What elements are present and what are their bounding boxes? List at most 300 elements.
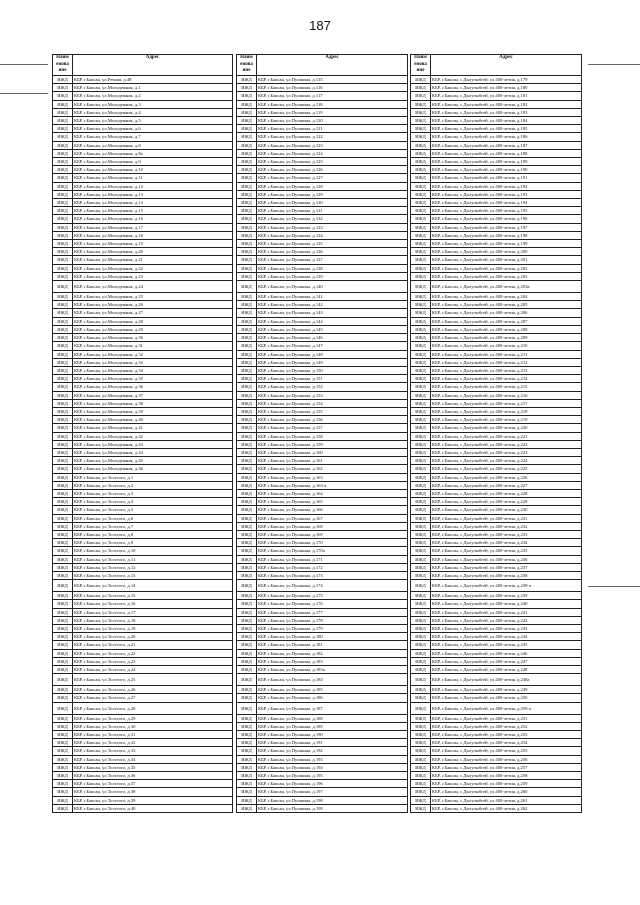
address-cell: КБР, г.Баксан, ул.Толстого, д.24 — [73, 666, 233, 674]
address-cell: КБР, г.Баксан, с.Дыгулыбгей, ул.400-летия, д.187 — [431, 141, 582, 149]
address-cell: КБР, г.Баксан, ул.Пушкина, д.156 — [257, 416, 408, 424]
building-type-cell: ИЖД — [237, 788, 257, 796]
address-cell: КБР, г.Баксан, ул.Пушкина, д.150 — [257, 366, 408, 374]
building-type-cell: ИЖД — [53, 231, 73, 239]
building-type-cell: ИЖД — [411, 215, 431, 223]
table-row — [411, 207, 582, 215]
table-row — [237, 625, 408, 633]
building-type-cell: ИЖД — [411, 547, 431, 555]
building-type-cell: ИЖД — [411, 657, 431, 665]
building-type-cell: ИЖД — [411, 76, 431, 84]
table-row — [411, 149, 582, 157]
building-type-cell: ИЖД — [411, 530, 431, 538]
table-row — [411, 739, 582, 747]
table-row — [411, 481, 582, 489]
table-row — [53, 432, 233, 440]
building-type-cell: ИЖД — [411, 272, 431, 280]
table-row — [53, 100, 233, 108]
building-type-cell: ИЖД — [411, 457, 431, 465]
table-row — [53, 530, 233, 538]
building-type-cell: ИЖД — [53, 240, 73, 248]
building-type-cell: ИЖД — [411, 358, 431, 366]
building-type-cell: ИЖД — [53, 780, 73, 788]
address-cell: КБР, г.Баксан, ул.Пушкина, д.145 — [257, 325, 408, 333]
address-cell: КБР, г.Баксан, с.Дыгулыбгей, ул.400-летия, д.253 — [431, 731, 582, 739]
building-type-cell: ИЖД — [237, 547, 257, 555]
address-cell: КБР, г.Баксан, ул.Пушкина, д.177 — [257, 608, 408, 616]
address-cell: КБР, г.Баксан, ул.Пушкина, д.164 — [257, 489, 408, 497]
building-type-cell: ИЖД — [53, 350, 73, 358]
table-row — [411, 158, 582, 166]
building-type-cell: ИЖД — [53, 281, 73, 293]
table-row — [411, 649, 582, 657]
table-row — [237, 539, 408, 547]
table-row — [237, 592, 408, 600]
table-row — [53, 772, 233, 780]
building-type-cell: ИЖД — [53, 657, 73, 665]
building-type-cell: ИЖД — [53, 334, 73, 342]
address-cell: КБР, г.Баксан, ул.Пушкина, д.195 — [257, 772, 408, 780]
table-row — [237, 375, 408, 383]
table-row — [53, 641, 233, 649]
table-row — [411, 391, 582, 399]
address-cell: КБР, г.Баксан, ул.Пушкина, д.160 — [257, 448, 408, 456]
table-row — [411, 248, 582, 256]
building-type-cell: ИЖД — [411, 674, 431, 686]
address-cell: КБР, г.Баксан, с.Дыгулыбгей, ул.400-летия, д.226 — [431, 473, 582, 481]
building-type-cell: ИЖД — [411, 555, 431, 563]
building-type-cell: ИЖД — [53, 317, 73, 325]
address-cell: КБР, г.Баксан, ул.Пушкина, д.154 — [257, 399, 408, 407]
address-cell: КБР, г.Баксан, ул.Пушкина, д.117 — [257, 92, 408, 100]
address-cell: КБР, г.Баксан, с.Дыгулыбгей, ул.400-летия, д.186 — [431, 133, 582, 141]
building-type-cell: ИЖД — [237, 804, 257, 812]
table-row — [411, 747, 582, 755]
building-type-cell: ИЖД — [237, 199, 257, 207]
table-row — [237, 117, 408, 125]
table-row — [411, 272, 582, 280]
table-row — [53, 190, 233, 198]
table-row — [411, 608, 582, 616]
table-row — [53, 616, 233, 624]
building-type-cell: ИЖД — [237, 190, 257, 198]
building-type-cell: ИЖД — [237, 325, 257, 333]
building-type-cell: ИЖД — [237, 231, 257, 239]
building-type-cell: ИЖД — [411, 633, 431, 641]
address-cell: КБР, г.Баксан, ул.Пушкина, д.189 — [257, 722, 408, 730]
table-row — [411, 547, 582, 555]
building-type-cell: ИЖД — [411, 804, 431, 812]
table-row — [237, 641, 408, 649]
address-cell: КБР, г.Баксан, с.Дыгулыбгей, ул.400-летия, д.250-а — [431, 702, 582, 714]
address-cell: КБР, г.Баксан, с.Дыгулыбгей, ул.400-летия, д.202 — [431, 264, 582, 272]
address-cell: КБР, г.Баксан, ул.Молодежная, д.45 — [73, 457, 233, 465]
building-type-cell: ИЖД — [237, 432, 257, 440]
building-type-cell: ИЖД — [411, 625, 431, 633]
table-row — [411, 182, 582, 190]
address-cell: КБР, г.Баксан, ул.Пушкина, д.193 — [257, 755, 408, 763]
address-cell: КБР, г.Баксан, ул.Молодежная, д.24 — [73, 281, 233, 293]
table-row — [237, 100, 408, 108]
building-type-cell: ИЖД — [53, 309, 73, 317]
table-row — [53, 600, 233, 608]
address-cell: КБР, г.Баксан, ул.Пушкина, д.163 — [257, 473, 408, 481]
table-row — [237, 780, 408, 788]
table-row — [411, 563, 582, 571]
building-type-cell: ИЖД — [237, 256, 257, 264]
building-type-cell: ИЖД — [411, 293, 431, 301]
address-cell: КБР, г.Баксан, ул.Пушкина, д.179 — [257, 625, 408, 633]
address-cell: КБР, г.Баксан, ул.Пушкина, д.128 — [257, 182, 408, 190]
building-type-cell: ИЖД — [237, 747, 257, 755]
address-cell: КБР, г.Баксан, ул.Молодежная, д.18 — [73, 231, 233, 239]
table-row — [411, 641, 582, 649]
table-row — [411, 600, 582, 608]
address-cell: КБР, г.Баксан, ул.Толстого, д.26 — [73, 686, 233, 694]
building-type-cell: ИЖД — [411, 592, 431, 600]
building-type-cell: ИЖД — [411, 416, 431, 424]
address-cell: КБР, г.Баксан, с.Дыгулыбгей, ул.400-летия, д.197 — [431, 223, 582, 231]
table-row — [53, 498, 233, 506]
building-type-cell: ИЖД — [53, 448, 73, 456]
table-row — [53, 571, 233, 579]
building-type-cell: ИЖД — [411, 465, 431, 473]
building-type-cell: ИЖД — [411, 686, 431, 694]
building-type-cell: ИЖД — [53, 530, 73, 538]
building-type-cell: ИЖД — [411, 84, 431, 92]
address-cell: КБР, г.Баксан, ул.Молодежная, д.26 — [73, 301, 233, 309]
address-cell: КБР, г.Баксан, ул.Толстого, д.4 — [73, 498, 233, 506]
building-type-cell: ИЖД — [237, 264, 257, 272]
address-table-2 — [236, 54, 408, 813]
table-row — [237, 84, 408, 92]
building-type-cell: ИЖД — [411, 747, 431, 755]
building-type-cell: ИЖД — [53, 432, 73, 440]
address-cell: КБР, г.Баксан, ул.Молодежная, д.39 — [73, 407, 233, 415]
table-row — [237, 350, 408, 358]
table-row — [237, 424, 408, 432]
table-row — [411, 657, 582, 665]
table-row — [237, 231, 408, 239]
building-type-cell: ИЖД — [53, 424, 73, 432]
address-cell: КБР, г.Баксан, ул.Молодежная, д.23 — [73, 272, 233, 280]
table-row — [53, 625, 233, 633]
building-type-cell: ИЖД — [53, 174, 73, 182]
building-type-cell: ИЖД — [237, 633, 257, 641]
building-type-cell: ИЖД — [53, 731, 73, 739]
building-type-cell: ИЖД — [411, 125, 431, 133]
table-row — [53, 240, 233, 248]
building-type-cell: ИЖД — [411, 666, 431, 674]
table-row — [411, 84, 582, 92]
table-row — [411, 714, 582, 722]
scan-edge-line-left — [0, 64, 48, 65]
address-cell: КБР, г.Баксан, ул.Толстого, д.6 — [73, 514, 233, 522]
table-row — [237, 804, 408, 812]
table-row — [411, 416, 582, 424]
table-header — [53, 55, 233, 76]
table-row — [53, 465, 233, 473]
address-cell: КБР, г.Баксан, ул.Толстого, д.23 — [73, 657, 233, 665]
address-cell: КБР, г.Баксан, ул.Пушкина, д.144 — [257, 317, 408, 325]
building-type-cell: ИЖД — [237, 530, 257, 538]
building-type-cell: ИЖД — [237, 366, 257, 374]
address-cell: КБР, г.Баксан, с.Дыгулыбгей, ул.400-летия, д.222 — [431, 440, 582, 448]
address-cell: КБР, г.Баксан, ул.Молодежная, д.43 — [73, 440, 233, 448]
address-cell: КБР, г.Баксан, с.Дыгулыбгей, ул.400-летия, д.260 — [431, 788, 582, 796]
building-type-cell: ИЖД — [411, 641, 431, 649]
table-row — [237, 763, 408, 771]
table-row — [411, 256, 582, 264]
building-type-cell: ИЖД — [53, 92, 73, 100]
address-cell: КБР, г.Баксан, ул.Пушкина, д.137 — [257, 256, 408, 264]
address-cell: КБР, г.Баксан, с.Дыгулыбгей, ул.400-летия, д.185 — [431, 125, 582, 133]
address-table-3 — [410, 54, 582, 813]
table-row — [53, 539, 233, 547]
table-row — [411, 539, 582, 547]
address-column-header: Адрес — [73, 55, 233, 76]
building-type-cell: ИЖД — [53, 649, 73, 657]
table-row — [237, 440, 408, 448]
address-cell: КБР, г.Баксан, ул.Молодежная, д.17 — [73, 223, 233, 231]
address-cell: КБР, г.Баксан, с.Дыгулыбгей, ул.400-летия, д.239 — [431, 592, 582, 600]
table-row — [237, 182, 408, 190]
building-type-cell: ИЖД — [411, 190, 431, 198]
address-cell: КБР, г.Баксан, с.Дыгулыбгей, ул.400-летия, д.181 — [431, 92, 582, 100]
building-type-cell: ИЖД — [53, 580, 73, 592]
address-cell: КБР, г.Баксан, с.Дыгулыбгей, ул.400-летия, д.182 — [431, 100, 582, 108]
address-cell: КБР, г.Баксан, с.Дыгулыбгей, ул.400-летия, д.196 — [431, 215, 582, 223]
building-type-cell: ИЖД — [411, 714, 431, 722]
table-row — [411, 473, 582, 481]
table-row — [53, 375, 233, 383]
address-cell: КБР, г.Баксан, ул.Пушкина, д.123 — [257, 141, 408, 149]
building-type-cell: ИЖД — [237, 375, 257, 383]
address-cell: КБР, г.Баксан, ул.Молодежная, д.34 — [73, 366, 233, 374]
table-row — [237, 190, 408, 198]
address-cell: КБР, г.Баксан, ул.Молодежная, д.29 — [73, 325, 233, 333]
table-row — [237, 309, 408, 317]
address-cell: КБР, г.Баксан, с.Дыгулыбгей, ул.400-летия, д.220 — [431, 424, 582, 432]
address-cell: КБР, г.Баксан, ул.Пушкина, д.148 — [257, 350, 408, 358]
address-cell: КБР, г.Баксан, с.Дыгулыбгей, ул.400-летия, д.209 — [431, 334, 582, 342]
table-row — [411, 342, 582, 350]
address-cell: КБР, г.Баксан, ул.Пушкина, д.183 — [257, 657, 408, 665]
table-row — [53, 174, 233, 182]
address-cell: КБР, г.Баксан, ул.Молодежная, д.13 — [73, 190, 233, 198]
building-type-cell: ИЖД — [53, 457, 73, 465]
address-cell: КБР, г.Баксан, ул.Пушкина, д.180 — [257, 633, 408, 641]
building-type-cell: ИЖД — [411, 317, 431, 325]
address-cell: КБР, г.Баксан, ул.Пушкина, д.140 — [257, 281, 408, 293]
building-type-cell: ИЖД — [237, 207, 257, 215]
table-row — [237, 207, 408, 215]
address-cell: КБР, г.Баксан, ул.Молодежная, д.14 — [73, 199, 233, 207]
address-cell: КБР, г.Баксан, ул.Пушкина, д.187 — [257, 702, 408, 714]
address-cell: КБР, г.Баксан, с.Дыгулыбгей, ул.400-летия, д.188 — [431, 149, 582, 157]
table-row — [53, 133, 233, 141]
address-cell: КБР, г.Баксан, с.Дыгулыбгей, ул.400-летия, д.262 — [431, 804, 582, 812]
building-type-cell: ИЖД — [237, 272, 257, 280]
building-type-cell: ИЖД — [237, 649, 257, 657]
address-cell: КБР, г.Баксан, с.Дыгулыбгей, ул.400-летия, д.203 — [431, 272, 582, 280]
address-cell: КБР, г.Баксан, с.Дыгулыбгей, ул.400-летия, д.243 — [431, 625, 582, 633]
building-type-cell: ИЖД — [237, 694, 257, 702]
building-type-cell: ИЖД — [237, 473, 257, 481]
address-cell: КБР, г.Баксан, ул.Пушкина, д.190 — [257, 731, 408, 739]
table-row — [411, 440, 582, 448]
address-cell: КБР, г.Баксан, с.Дыгулыбгей, ул.400-летия, д.204 — [431, 293, 582, 301]
building-type-cell: ИЖД — [411, 788, 431, 796]
table-row — [237, 366, 408, 374]
building-type-cell: ИЖД — [237, 358, 257, 366]
table-row — [411, 731, 582, 739]
address-cell: КБР, г.Баксан, ул.Пушкина, д.115 — [257, 76, 408, 84]
table-row — [53, 722, 233, 730]
address-cell: КБР, г.Баксан, ул.Толстого, д.11 — [73, 555, 233, 563]
table-row — [53, 489, 233, 497]
address-cell: КБР, г.Баксан, ул.Толстого, д.39 — [73, 796, 233, 804]
table-row — [237, 514, 408, 522]
table-row — [411, 506, 582, 514]
table-row — [53, 149, 233, 157]
building-type-cell: ИЖД — [53, 301, 73, 309]
table-row — [53, 780, 233, 788]
table-row — [237, 166, 408, 174]
table-row — [237, 293, 408, 301]
table-row — [237, 600, 408, 608]
address-cell: КБР, г.Баксан, с.Дыгулыбгей, ул.400-летия, д.245 — [431, 641, 582, 649]
table-row — [237, 702, 408, 714]
building-type-cell: ИЖД — [53, 182, 73, 190]
table-row — [411, 125, 582, 133]
table-row — [53, 649, 233, 657]
address-cell: КБР, г.Баксан, с.Дыгулыбгей, ул.400-летия, д.255 — [431, 747, 582, 755]
table-row — [411, 755, 582, 763]
address-cell: КБР, г.Баксан, ул.Толстого, д.33 — [73, 747, 233, 755]
table-row — [53, 92, 233, 100]
table-row — [411, 117, 582, 125]
building-type-cell: ИЖД — [53, 108, 73, 116]
table-row — [53, 407, 233, 415]
building-type-cell: ИЖД — [411, 571, 431, 579]
table-row — [53, 555, 233, 563]
address-cell: КБР, г.Баксан, ул.Молодежная, д.25 — [73, 293, 233, 301]
table-row — [411, 633, 582, 641]
address-cell: КБР, г.Баксан, ул.Пушкина, д.199 — [257, 804, 408, 812]
table-row — [411, 780, 582, 788]
table-row — [411, 231, 582, 239]
address-cell: КБР, г.Баксан, ул.Молодежная, д.1 — [73, 84, 233, 92]
building-type-cell: ИЖД — [53, 375, 73, 383]
address-cell: КБР, г.Баксан, с.Дыгулыбгей, ул.400-летия, д.257 — [431, 763, 582, 771]
table-row — [53, 563, 233, 571]
address-cell: КБР, г.Баксан, ул.Пушкина, д.170 — [257, 539, 408, 547]
building-type-cell: ИЖД — [411, 739, 431, 747]
address-cell: КБР, г.Баксан, ул.Речная, д.48 — [73, 76, 233, 84]
address-cell: КБР, г.Баксан, с.Дыгулыбгей, ул.400-летия, д.244 — [431, 633, 582, 641]
table-row — [411, 489, 582, 497]
building-type-cell: ИЖД — [237, 722, 257, 730]
table-row — [237, 133, 408, 141]
table-row — [237, 199, 408, 207]
building-type-cell: ИЖД — [411, 616, 431, 624]
table-row — [237, 555, 408, 563]
table-row — [411, 580, 582, 592]
table-row — [411, 174, 582, 182]
address-cell: КБР, г.Баксан, ул.Толстого, д.27 — [73, 694, 233, 702]
building-type-cell: ИЖД — [237, 223, 257, 231]
address-cell: КБР, г.Баксан, ул.Пушкина, д.142 — [257, 301, 408, 309]
table-row — [237, 149, 408, 157]
address-cell: КБР, г.Баксан, ул.Толстого, д.15 — [73, 592, 233, 600]
scan-edge-line-right-2 — [588, 586, 640, 587]
address-cell: КБР, г.Баксан, ул.Молодежная, д.42 — [73, 432, 233, 440]
address-cell: КБР, г.Баксан, ул.Пушкина, д.135 — [257, 240, 408, 248]
address-cell: КБР, г.Баксан, ул.Толстого, д.36 — [73, 772, 233, 780]
table-row — [237, 399, 408, 407]
table-row — [237, 547, 408, 555]
table-row — [237, 448, 408, 456]
address-cell: КБР, г.Баксан, ул.Толстого, д.21 — [73, 641, 233, 649]
building-type-cell: ИЖД — [237, 399, 257, 407]
address-cell: КБР, г.Баксан, с.Дыгулыбгей, ул.400-летия, д.248а — [431, 674, 582, 686]
building-type-cell: ИЖД — [237, 100, 257, 108]
table-row — [411, 399, 582, 407]
address-cell: КБР, г.Баксан, ул.Пушкина, д.157 — [257, 424, 408, 432]
building-type-cell: ИЖД — [53, 714, 73, 722]
building-type-cell: ИЖД — [53, 293, 73, 301]
table-row — [53, 763, 233, 771]
address-cell: КБР, г.Баксан, с.Дыгулыбгей, ул.400-летия, д.214 — [431, 375, 582, 383]
address-cell: КБР, г.Баксан, ул.Пушкина, д.152 — [257, 383, 408, 391]
address-cell: КБР, г.Баксан, с.Дыгулыбгей, ул.400-летия, д.215 — [431, 383, 582, 391]
address-cell: КБР, г.Баксан, ул.Пушкина, д.196 — [257, 780, 408, 788]
address-cell: КБР, г.Баксан, ул.Пушкина, д.171 — [257, 555, 408, 563]
table-row — [53, 383, 233, 391]
table-row — [237, 240, 408, 248]
address-cell: КБР, г.Баксан, с.Дыгулыбгей, ул.400-летия, д.205 — [431, 301, 582, 309]
table-row — [237, 788, 408, 796]
building-type-cell: ИЖД — [53, 399, 73, 407]
building-type-cell: ИЖД — [53, 133, 73, 141]
building-type-cell: ИЖД — [237, 731, 257, 739]
building-type-cell: ИЖД — [237, 448, 257, 456]
address-cell: КБР, г.Баксан, с.Дыгулыбгей, ул.400-летия, д.229 — [431, 498, 582, 506]
address-cell: КБР, г.Баксан, ул.Пушкина, д.151 — [257, 375, 408, 383]
address-cell: КБР, г.Баксан, ул.Молодежная, д.15 — [73, 207, 233, 215]
table-row — [53, 506, 233, 514]
table-row — [53, 739, 233, 747]
building-type-cell: ИЖД — [237, 342, 257, 350]
table-row — [411, 796, 582, 804]
table-row — [411, 334, 582, 342]
address-cell: КБР, г.Баксан, ул.Толстого, д.40 — [73, 804, 233, 812]
address-cell: КБР, г.Баксан, ул.Толстого, д.5 — [73, 506, 233, 514]
address-cell: КБР, г.Баксан, ул.Пушкина, д.131 — [257, 207, 408, 215]
table-row — [53, 457, 233, 465]
building-type-cell: ИЖД — [53, 166, 73, 174]
address-cell: КБР, г.Баксан, ул.Толстого, д.17 — [73, 608, 233, 616]
address-cell: КБР, г.Баксан, с.Дыгулыбгей, ул.400-летия, д.203а — [431, 281, 582, 293]
building-type-cell: ИЖД — [53, 248, 73, 256]
table-row — [237, 215, 408, 223]
building-type-cell: ИЖД — [237, 383, 257, 391]
table-row — [411, 108, 582, 116]
address-cell: КБР, г.Баксан, с.Дыгулыбгей, ул.400-летия, д.190 — [431, 166, 582, 174]
building-type-cell: ИЖД — [411, 182, 431, 190]
table-row — [237, 158, 408, 166]
